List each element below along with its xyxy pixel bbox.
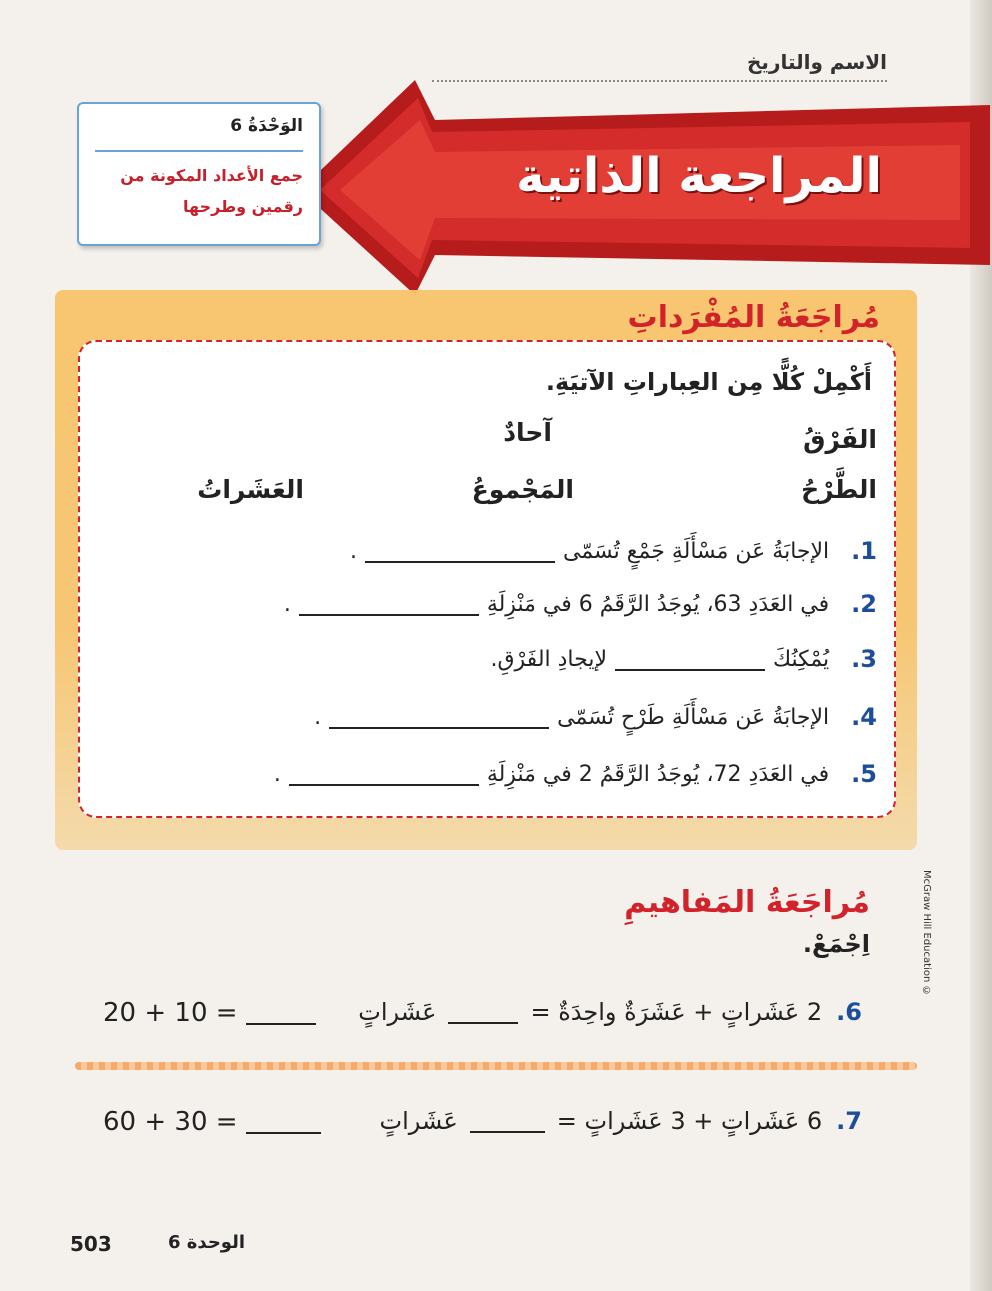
answer-blank[interactable] (246, 1001, 316, 1025)
question-7 (380, 1107, 862, 1135)
question-text: في العَدَدِ 72، يُوجَدُ الرَّقَمُ 2 في مَنْزِلَةِ (486, 761, 830, 787)
answer-blank[interactable] (329, 705, 549, 729)
word-tens: العَشَراتُ (197, 475, 304, 504)
question-end: . (273, 761, 281, 787)
vocabulary-box (78, 340, 896, 818)
question-2 (284, 590, 877, 618)
question-number: 1. (851, 537, 877, 565)
answer-blank[interactable] (299, 592, 479, 616)
answer-blank[interactable] (246, 1110, 321, 1134)
question-end: لإيجادِ الفَرْقِ. (490, 646, 607, 672)
question-end: . (283, 591, 291, 617)
banner-title: المراجعة الذاتية (516, 148, 882, 204)
word-subtraction: الطَّرْحُ (801, 475, 877, 504)
unit-tag (77, 102, 321, 246)
question-1 (350, 537, 877, 565)
question-end: . (350, 538, 357, 564)
answer-blank[interactable] (470, 1109, 545, 1133)
question-number: 4. (851, 703, 877, 731)
question-5 (274, 760, 877, 788)
word-difference: الفَرْقُ (803, 425, 877, 454)
question-text: الإجابَةُ عَن مَسْأَلَةِ طَرْحٍ تُسَمّى (557, 704, 830, 730)
answer-blank[interactable] (448, 1000, 518, 1024)
concepts-instruction: اِجْمَعْ. (802, 930, 870, 958)
question-text: 6 عَشَراتٍ + 3 عَشَراتٍ = (556, 1107, 823, 1135)
equation-6 (103, 998, 316, 1028)
question-unit: عَشَراتٍ (358, 998, 437, 1026)
answer-blank[interactable] (365, 539, 555, 563)
answer-blank[interactable] (615, 647, 765, 671)
question-unit: عَشَراتٍ (379, 1107, 458, 1135)
question-4 (314, 703, 877, 731)
question-text: يُمْكِنُكَ (773, 646, 830, 672)
vocabulary-section-title: مُراجَعَةُ المُفْرَداتِ (627, 300, 880, 335)
unit-tag-divider (95, 150, 303, 152)
equation-text: 20 + 10 = (103, 998, 238, 1028)
question-6 (358, 998, 862, 1026)
footer-unit: الوحدة 6 (168, 1232, 246, 1253)
question-number: 2. (851, 590, 877, 618)
word-ones: آحادٌ (503, 418, 552, 447)
answer-blank[interactable] (289, 762, 479, 786)
equation-text: 60 + 30 = (103, 1107, 238, 1137)
question-number: 3. (851, 645, 877, 673)
question-text: 2 عَشَراتٍ + عَشَرَةٌ واحِدَةٌ = (530, 998, 823, 1026)
question-number: 7. (836, 1107, 862, 1135)
question-number: 5. (851, 760, 877, 788)
unit-number: الوَحْدَةُ 6 (230, 116, 303, 136)
side-credit: McGraw Hill Education © (921, 870, 932, 997)
question-text: في العَدَدِ 63، يُوجَدُ الرَّقَمُ 6 في مَنْزِلَةِ (486, 591, 830, 617)
question-end: . (314, 704, 322, 730)
name-date-label: الاسم والتاريخ (747, 50, 887, 74)
equation-7 (103, 1107, 321, 1137)
unit-title: جمع الأعداد المكونة من رقمين وطرحها (120, 166, 303, 216)
concepts-section-title: مُراجَعَةُ المَفاهيمِ (624, 885, 870, 920)
page-number: 503 (70, 1232, 112, 1256)
question-text: الإجابَةُ عَن مَسْأَلَةِ جَمْعٍ تُسَمّى (563, 538, 830, 564)
section-divider (75, 1062, 917, 1070)
question-3 (490, 645, 877, 673)
word-sum: المَجْموعُ (471, 475, 574, 504)
vocabulary-instruction: أَكْمِلْ كُلًّا مِن العِباراتِ الآتيَةِ. (545, 368, 872, 396)
question-number: 6. (836, 998, 862, 1026)
